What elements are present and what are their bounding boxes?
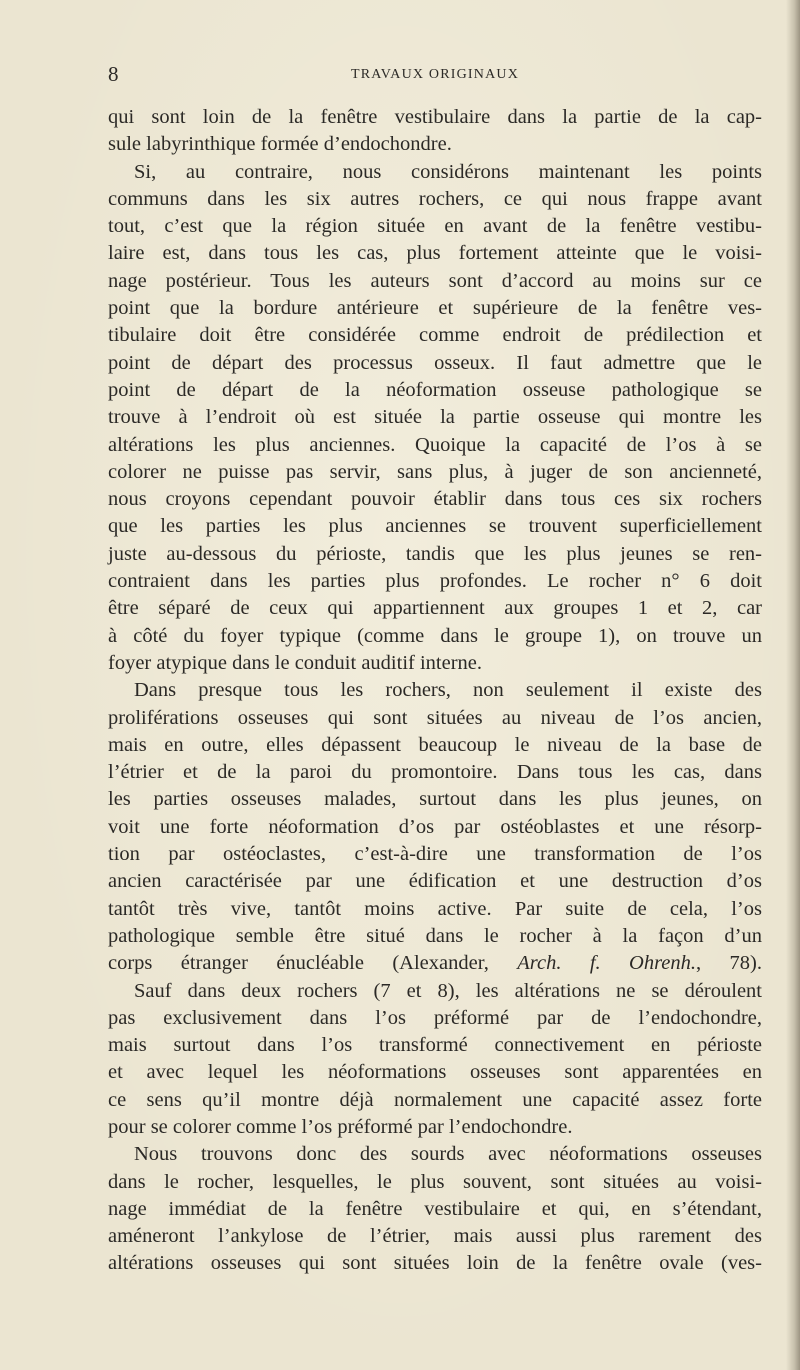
text-line: tion par ostéoclastes, c’est-à-dire une transformation de l’os — [108, 843, 762, 866]
text-line: tibulaire doit être considérée comme endroit de prédilection et — [108, 324, 762, 347]
text-line: point que la bordure antérieure et supérieure de la fenêtre ves- — [108, 297, 762, 320]
text-line: pour se colorer comme l’os préformé par l’endochondre. — [108, 1115, 573, 1138]
running-title: TRAVAUX ORIGINAUX — [350, 67, 520, 82]
text-line: Sauf dans deux rochers (7 et 8), les altérations ne se déroulent — [134, 979, 762, 1002]
text-line: qui sont loin de la fenêtre vestibulaire dans la partie de la cap- — [108, 106, 762, 128]
text-line: proliférations osseuses qui sont situées au niveau de l’os ancien, — [108, 706, 762, 729]
page-header — [108, 62, 762, 86]
text-line: être séparé de ceux qui appartiennent aux groupes 1 et 2, car — [108, 597, 762, 620]
body-text — [108, 104, 762, 1278]
text-line: Nous trouvons donc des sourds avec néoformations osseuses — [134, 1143, 762, 1166]
text-line: tantôt très vive, tantôt moins active. Par suite de cela, l’os — [108, 897, 762, 920]
text-line: à côté du foyer typique (comme dans le groupe 1), on trouve un — [108, 624, 762, 647]
text-line: colorer ne puisse pas servir, sans plus, à juger de son ancienneté, — [108, 460, 762, 483]
text-line: contraient dans les parties plus profondes. Le rocher n° 6 doit — [108, 570, 762, 593]
text-line: mais en outre, elles dépassent beaucoup le niveau de la base de — [108, 733, 762, 756]
text-line: ancien caractérisée par une édification et une destruction d’os — [108, 870, 762, 893]
text-line: altérations osseuses qui sont situées loin de la fenêtre ovale (ves- — [108, 1252, 762, 1275]
text-line: nage postérieur. Tous les auteurs sont d’accord au moins sur ce — [108, 269, 762, 292]
text-line: ce sens qu’il montre déjà normalement une capacité assez forte — [108, 1088, 762, 1111]
text-line: Dans presque tous les rochers, non seulement il existe des — [134, 679, 762, 702]
text-line: foyer atypique dans le conduit auditif interne. — [108, 651, 483, 674]
text-line: pas exclusivement dans l’os préformé par de l’endochondre, — [108, 1006, 762, 1029]
text-line: dans le rocher, lesquelles, le plus souvent, sont situées au voisi- — [108, 1170, 762, 1193]
text-line: trouve à l’endroit où est située la partie osseuse qui montre les — [108, 406, 762, 429]
text-line: Si, au contraire, nous considérons maintenant les points — [134, 160, 762, 183]
text-line: communs dans les six autres rochers, ce qui nous frappe avant — [108, 187, 762, 210]
text-line: mais surtout dans l’os transformé connectivement en périoste — [108, 1034, 762, 1057]
text-line: l’étrier et de la paroi du promontoire. Dans tous les cas, dans — [108, 761, 762, 784]
text-line: nage immédiat de la fenêtre vestibulaire et qui, en s’étendant, — [108, 1197, 762, 1220]
text-line: point de départ de la néoformation osseuse pathologique se — [108, 378, 762, 401]
text-line: altérations les plus anciennes. Quoique la capacité de l’os à se — [108, 433, 762, 456]
text-line: tout, c’est que la région située en avant de la fenêtre vestibu- — [108, 215, 762, 238]
page-number: 8 — [108, 62, 119, 86]
text-line: voit une forte néoformation d’os par ostéoblastes et une résorp- — [108, 815, 762, 838]
text-line: juste au-dessous du périoste, tandis que les plus jeunes se ren- — [108, 542, 762, 565]
text-line-with-citation — [108, 950, 762, 977]
text-line: sule labyrinthique formée d’endochondre. — [108, 133, 452, 156]
text-line: que les parties les plus anciennes se trouvent superficiellement — [108, 515, 762, 538]
citation-tail: , 78). — [696, 952, 763, 975]
text-line: pathologique semble être situé dans le rocher à la façon d’un — [108, 924, 762, 947]
text-line: nous croyons cependant pouvoir établir dans tous ces six rochers — [108, 488, 762, 511]
text-line: laire est, dans tous les cas, plus fortement atteinte que le voisi- — [108, 242, 762, 265]
binding-shadow — [786, 0, 800, 1370]
citation-lead: corps étranger énucléable (Alexander, — [108, 952, 518, 975]
text-line: point de départ des processus osseux. Il faut admettre que le — [108, 351, 762, 374]
text-line: et avec lequel les néoformations osseuses sont apparentées en — [108, 1061, 762, 1084]
citation-journal: Arch. f. Ohrenh. — [517, 952, 697, 975]
text-line: améneront l’ankylose de l’étrier, mais aussi plus rarement des — [108, 1225, 762, 1248]
text-line: les parties osseuses malades, surtout dans les plus jeunes, on — [108, 788, 762, 811]
